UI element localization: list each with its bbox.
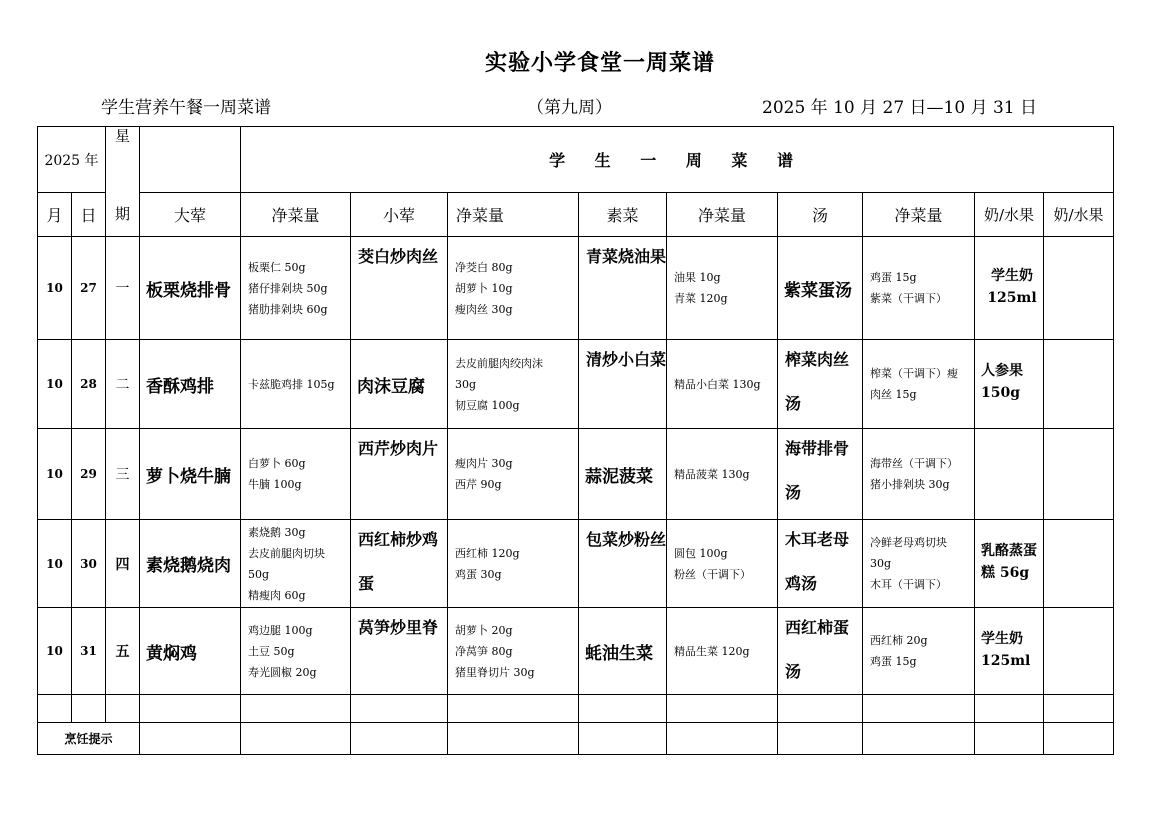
ingredient: 西芹 90g <box>455 478 502 491</box>
month-cell: 10 <box>38 237 72 340</box>
empty-cell <box>241 723 351 755</box>
milk-fruit-header-1: 奶/水果 <box>975 193 1044 237</box>
side-ingredients <box>448 237 579 340</box>
main-dish: 板栗烧排骨 <box>140 237 241 340</box>
ingredient: 卡兹脆鸡排 105g <box>248 377 335 391</box>
menu-row <box>38 340 1114 429</box>
veg-header: 素菜 <box>579 193 667 237</box>
soup-ingredients <box>863 608 975 695</box>
veg-dish: 蒜泥菠菜 <box>579 429 667 520</box>
side-ingredients <box>448 429 579 520</box>
net-weight-header-2: 净菜量 <box>448 193 579 237</box>
ingredient: 去皮前腿肉切块 <box>248 546 325 560</box>
milk-fruit <box>975 429 1044 520</box>
side-dish-header: 小荤 <box>351 193 448 237</box>
empty-cell <box>863 723 975 755</box>
page-title: 实验小学食堂一周菜谱 <box>484 50 715 76</box>
weekday-header <box>106 127 140 237</box>
veg-ingredients <box>667 340 778 429</box>
main-dish: 素烧鹅烧肉 <box>140 520 241 608</box>
empty-cell <box>975 723 1044 755</box>
empty-cell <box>140 695 241 723</box>
empty-cell <box>1044 723 1114 755</box>
ingredient: 土豆 50g <box>248 644 295 658</box>
side-dish <box>351 429 448 520</box>
ingredient: 冷鲜老母鸡切块 <box>870 536 947 549</box>
ingredient: 牛腩 100g <box>248 478 302 491</box>
soup-dish <box>778 340 863 429</box>
empty-cell <box>1044 695 1114 723</box>
milk-fruit: 人参果 150g <box>975 340 1044 429</box>
veg-ingredients <box>667 237 778 340</box>
side-dish <box>351 608 448 695</box>
ingredient: 精瘦肉 60g <box>248 588 306 602</box>
year-cell: 2025 年 <box>38 127 106 193</box>
ingredient: 30g <box>870 557 892 570</box>
ingredient: 胡萝卜 10g <box>455 281 513 295</box>
ingredient: 瘦肉片 30g <box>455 457 513 470</box>
ingredient: 瘦肉丝 30g <box>455 302 513 316</box>
menu-row <box>38 520 1114 608</box>
ingredient: 粉丝（干调下） <box>674 567 751 581</box>
empty-cell <box>778 723 863 755</box>
ingredient: 西红柿 20g <box>870 634 928 647</box>
ingredient: 青菜 120g <box>674 292 728 305</box>
empty-cell <box>863 695 975 723</box>
ingredient: 鸡边腿 100g <box>248 623 313 637</box>
day-cell: 27 <box>72 237 106 340</box>
ingredient: 胡萝卜 20g <box>455 623 513 637</box>
soup-ingredients <box>863 520 975 608</box>
main-dish: 香酥鸡排 <box>140 340 241 429</box>
soup-dish-name: 木耳老母鸡汤 <box>785 530 850 593</box>
milk-fruit-2 <box>1044 520 1114 608</box>
soup-ingredients <box>863 237 975 340</box>
ingredient: 白萝卜 60g <box>248 457 306 470</box>
ingredient: 海带丝（干调下） <box>870 457 958 470</box>
ingredient: 紫菜（干调下） <box>870 292 947 305</box>
weekday-header-top: 星 <box>114 126 130 145</box>
milk-fruit-2 <box>1044 237 1114 340</box>
ingredient: 净莴笋 80g <box>455 644 513 658</box>
ingredient: 圆包 100g <box>674 546 728 560</box>
net-weight-header-4: 净菜量 <box>863 193 975 237</box>
side-dish <box>351 520 448 608</box>
side-dish-name: 西芹炒肉片 <box>358 439 439 458</box>
ingredient: 猪仔排剁块 50g <box>248 281 328 295</box>
milk-fruit-2 <box>1044 608 1114 695</box>
veg-dish-name: 青菜烧油果 <box>586 247 667 266</box>
day-cell: 28 <box>72 340 106 429</box>
milk-fruit: 学生奶 125ml <box>975 237 1044 340</box>
month-cell: 10 <box>38 340 72 429</box>
header-row-top <box>38 127 1114 193</box>
month-cell: 10 <box>38 520 72 608</box>
ingredient: 猪小排剁块 30g <box>870 478 950 491</box>
milk-fruit: 学生奶 125ml <box>975 608 1044 695</box>
month-cell: 10 <box>38 608 72 695</box>
ingredient: 寿光圆椒 20g <box>248 665 317 679</box>
main-dish-header: 大荤 <box>140 193 241 237</box>
empty-cell <box>351 695 448 723</box>
side-ingredients <box>448 340 579 429</box>
veg-dish: 蚝油生菜 <box>579 608 667 695</box>
ingredient: 精品生菜 120g <box>674 644 750 658</box>
blank-header-cell <box>140 127 241 193</box>
side-dish-name: 莴笋炒里脊 <box>358 618 439 637</box>
side-ingredients <box>448 520 579 608</box>
veg-ingredients <box>667 608 778 695</box>
ingredient: 猪里脊切片 30g <box>455 665 535 679</box>
empty-cell <box>72 695 106 723</box>
empty-cell <box>106 695 140 723</box>
ingredient: 猪肋排剁块 60g <box>248 302 328 316</box>
weekday-cell: 五 <box>106 608 140 695</box>
side-dish: 肉沫豆腐 <box>351 340 448 429</box>
main-ingredients <box>241 340 351 429</box>
net-weight-header-1: 净菜量 <box>241 193 351 237</box>
cooking-tips-row <box>38 723 1114 755</box>
soup-dish <box>778 429 863 520</box>
ingredient: 净茭白 80g <box>455 260 513 274</box>
side-dish <box>351 237 448 340</box>
ingredient: 素烧鹅 30g <box>248 525 306 539</box>
ingredient: 去皮前腿肉绞肉沫 <box>455 356 543 370</box>
veg-dish <box>579 520 667 608</box>
main-ingredients <box>241 237 351 340</box>
month-cell: 10 <box>38 429 72 520</box>
ingredient: 油果 10g <box>674 271 721 284</box>
milk-fruit-2 <box>1044 429 1114 520</box>
empty-cell <box>140 723 241 755</box>
day-cell: 29 <box>72 429 106 520</box>
ingredient: 鸡蛋 15g <box>870 655 917 668</box>
empty-cell <box>241 695 351 723</box>
soup-dish <box>778 608 863 695</box>
ingredient: 精品小白菜 130g <box>674 377 761 391</box>
day-header: 日 <box>72 193 106 237</box>
side-dish-name: 西红柿炒鸡蛋 <box>358 530 439 593</box>
menu-row <box>38 608 1114 695</box>
weekday-header-bottom: 期 <box>114 204 130 223</box>
subtitle-left: 学生营养午餐一周菜谱 <box>101 98 271 118</box>
table-title: 学 生 一 周 菜 谱 <box>241 127 1114 193</box>
veg-dish-name: 包菜炒粉丝 <box>586 530 667 549</box>
empty-cell <box>38 695 72 723</box>
net-weight-header-3: 净菜量 <box>667 193 778 237</box>
week-number: （第九周） <box>527 98 612 118</box>
empty-cell <box>579 723 667 755</box>
ingredient: 木耳（干调下） <box>870 578 947 591</box>
empty-cell <box>778 695 863 723</box>
soup-dish-name: 西红柿蛋汤 <box>785 618 850 681</box>
soup-dish-name: 海带排骨汤 <box>785 439 850 502</box>
header-row-bottom <box>38 193 1114 237</box>
veg-dish <box>579 340 667 429</box>
milk-fruit-2 <box>1044 340 1114 429</box>
soup-dish-name: 榨菜肉丝汤 <box>785 350 850 413</box>
ingredient: 西红柿 120g <box>455 546 520 560</box>
veg-dish-name: 清炒小白菜 <box>586 350 667 369</box>
weekday-cell: 一 <box>106 237 140 340</box>
veg-ingredients <box>667 520 778 608</box>
weekday-cell: 二 <box>106 340 140 429</box>
menu-row <box>38 237 1114 340</box>
month-header: 月 <box>38 193 72 237</box>
soup-dish: 紫菜蛋汤 <box>778 237 863 340</box>
weekday-cell: 四 <box>106 520 140 608</box>
soup-ingredients <box>863 429 975 520</box>
ingredient: 板栗仁 50g <box>248 260 306 274</box>
menu-row <box>38 429 1114 520</box>
ingredient: 韧豆腐 100g <box>455 398 520 412</box>
empty-cell <box>975 695 1044 723</box>
main-dish: 黄焖鸡 <box>140 608 241 695</box>
milk-fruit: 乳酪蒸蛋糕 56g <box>975 520 1044 608</box>
veg-dish <box>579 237 667 340</box>
empty-cell <box>579 695 667 723</box>
veg-ingredients <box>667 429 778 520</box>
soup-header: 汤 <box>778 193 863 237</box>
ingredient: 精品菠菜 130g <box>674 467 750 481</box>
main-ingredients <box>241 429 351 520</box>
ingredient: 鸡蛋 30g <box>455 567 502 581</box>
side-ingredients <box>448 608 579 695</box>
ingredient: 30g <box>455 377 477 391</box>
empty-cell <box>351 723 448 755</box>
soup-ingredients <box>863 340 975 429</box>
soup-dish <box>778 520 863 608</box>
main-ingredients <box>241 520 351 608</box>
empty-cell <box>448 723 579 755</box>
ingredient: 50g <box>248 567 270 581</box>
ingredient: 榨菜（干调下）瘦 <box>870 367 958 380</box>
empty-row <box>38 695 1114 723</box>
day-cell: 30 <box>72 520 106 608</box>
main-ingredients <box>241 608 351 695</box>
day-cell: 31 <box>72 608 106 695</box>
date-range: 2025 年 10 月 27 日—10 月 31 日 <box>762 98 1038 118</box>
empty-cell <box>667 695 778 723</box>
milk-fruit-header-2: 奶/水果 <box>1044 193 1114 237</box>
cooking-tips-label: 烹饪提示 <box>38 723 140 755</box>
ingredient: 鸡蛋 15g <box>870 271 917 284</box>
weekday-cell: 三 <box>106 429 140 520</box>
menu-table <box>37 126 1114 755</box>
main-dish: 萝卜烧牛腩 <box>140 429 241 520</box>
side-dish-name: 茭白炒肉丝 <box>358 247 439 266</box>
ingredient: 肉丝 15g <box>870 388 917 401</box>
empty-cell <box>667 723 778 755</box>
empty-cell <box>448 695 579 723</box>
